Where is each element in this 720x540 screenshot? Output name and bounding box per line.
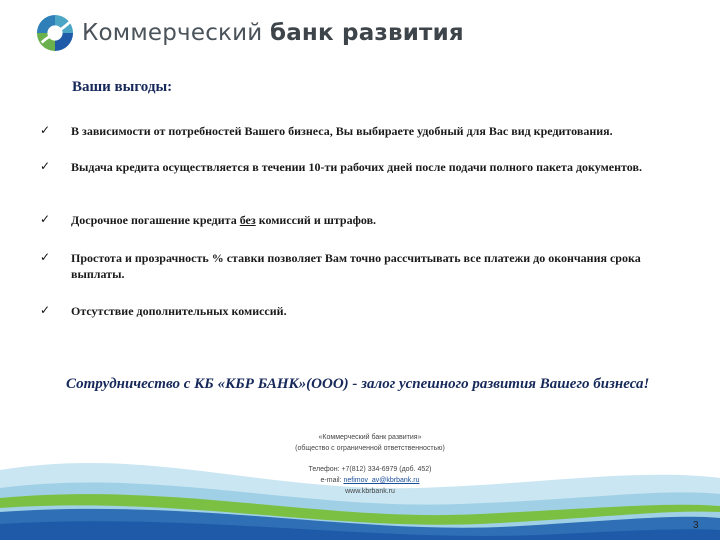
benefit-text-part: Досрочное погашение кредита xyxy=(71,213,240,227)
benefit-text xyxy=(71,250,671,282)
benefit-text-part: Выдача кредита осуществляется в течении 10-ти рабочих дней после подачи полного пакета документов. xyxy=(71,160,642,174)
contact-info xyxy=(240,432,500,497)
checkmark-icon: ✓ xyxy=(40,123,51,137)
contact-email-link[interactable]: nefimov_av@kbrbank.ru xyxy=(343,477,420,484)
bank-logo-icon xyxy=(36,14,74,52)
bank-logo xyxy=(36,14,464,52)
bank-name xyxy=(82,20,464,46)
benefit-text-part: Отсутствие дополнительных комиссий. xyxy=(71,304,287,318)
benefit-text-underlined: без xyxy=(239,213,256,227)
contact-website[interactable]: www.kbrbank.ru xyxy=(345,488,395,495)
contact-legal-form: (общество с ограниченной ответственностью) xyxy=(295,445,445,452)
benefit-text-part: В зависимости от потребностей Вашего бизнеса, Вы выбираете удобный для Вас вид кредитования. xyxy=(71,124,613,138)
benefit-text-part: Простота и прозрачность % ставки позволяет Вам точно рассчитывать все платежи до окончания срока выплаты. xyxy=(71,251,641,281)
benefit-text xyxy=(71,212,671,228)
benefit-text xyxy=(71,303,671,319)
checkmark-icon: ✓ xyxy=(40,159,51,173)
benefit-text-part: комиссий и штрафов. xyxy=(255,213,377,227)
contact-email-label: e-mail: xyxy=(320,477,344,484)
contact-bank-name: «Коммерческий банк развития» xyxy=(318,434,422,441)
benefits-heading: Ваши выгоды: xyxy=(72,79,173,95)
checkmark-icon: ✓ xyxy=(40,250,51,264)
benefit-text xyxy=(71,159,671,175)
checkmark-icon: ✓ xyxy=(40,303,51,317)
benefit-text xyxy=(71,123,671,139)
contact-email-line xyxy=(240,475,500,486)
bank-name-regular: Коммерческий xyxy=(82,20,270,46)
contact-phone: Телефон: +7(812) 334-6979 (доб. 452) xyxy=(308,466,432,473)
checkmark-icon: ✓ xyxy=(40,212,51,226)
slogan: Сотрудничество с КБ «КБР БАНК»(ООО) - залог успешного развития Вашего бизнеса! xyxy=(66,376,650,392)
bank-name-bold: банк развития xyxy=(269,20,464,46)
page-number: 3 xyxy=(693,520,699,531)
